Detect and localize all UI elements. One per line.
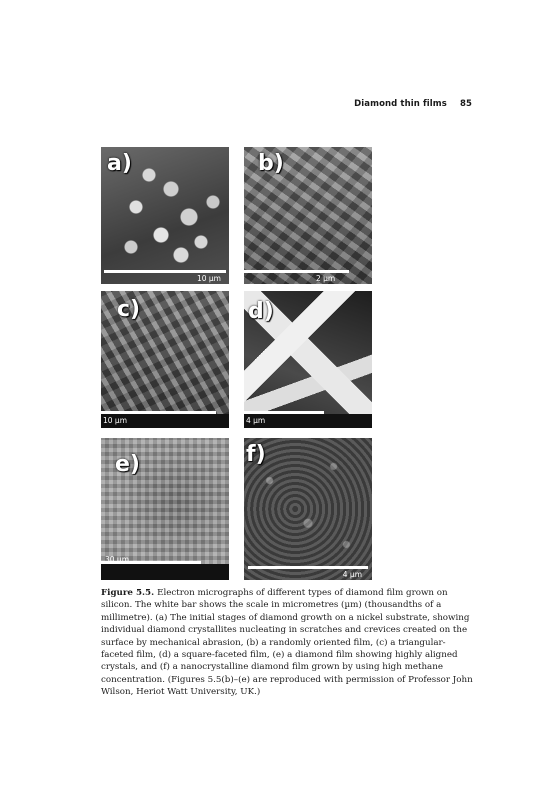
figure-label: Figure 5.5. [101, 588, 155, 598]
micrograph-a [101, 147, 229, 284]
scale-label-a: 10 µm [196, 274, 221, 283]
panel-label-e: e) [115, 452, 140, 477]
caption-text: Electron micrographs of different types of diamond film grown on silicon. The white bar shows the scale in micrometres (µm) (thousandths of a millimetre). (a) The initial stages of diamond growth on a nickel substrate, showing individual diamond crystallites nucleating in scratches and crevices created on the surface by mechanical abrasion, (b) a randomly oriented film, (c) a triangular-faceted film, (d) a square-faceted film, (e) a diamond film showing highly aligned crystals, and (f) a nanocrystalline diamond film grown by using high methane concentration. (Figures 5.5(b)–(e) are reproduced with permission of Professor John Wilson, Heriot Watt University, UK.) [101, 588, 473, 698]
panel-label-b: b) [258, 151, 284, 176]
panel-label-d: d) [248, 299, 274, 324]
panel-label-f: f) [246, 442, 266, 467]
scale-label-d: 4 µm [246, 416, 266, 425]
panel-label-c: c) [117, 297, 141, 322]
scale-label-f: 4 µm [342, 570, 362, 579]
scale-bar-b [244, 270, 349, 273]
micrograph-f [244, 438, 372, 580]
scale-label-c: 10 µm [103, 416, 128, 425]
panel-label-a: a) [107, 151, 132, 176]
scale-strip-e [101, 564, 229, 580]
micrograph-d [244, 291, 372, 428]
scale-bar-f [248, 566, 368, 569]
running-head-title: Diamond thin films [354, 99, 447, 109]
scale-bar-c [101, 411, 216, 414]
page-number: 85 [459, 99, 472, 109]
micrograph-c [101, 291, 229, 428]
scale-label-b: 2 µm [316, 274, 336, 283]
figure-caption [101, 587, 476, 699]
scale-bar-a [104, 270, 226, 273]
micrograph-e [101, 438, 229, 580]
scale-bar-d [244, 411, 324, 414]
running-head [354, 99, 472, 109]
scale-label-e: 30 µm [105, 555, 130, 564]
micrograph-b [244, 147, 372, 284]
